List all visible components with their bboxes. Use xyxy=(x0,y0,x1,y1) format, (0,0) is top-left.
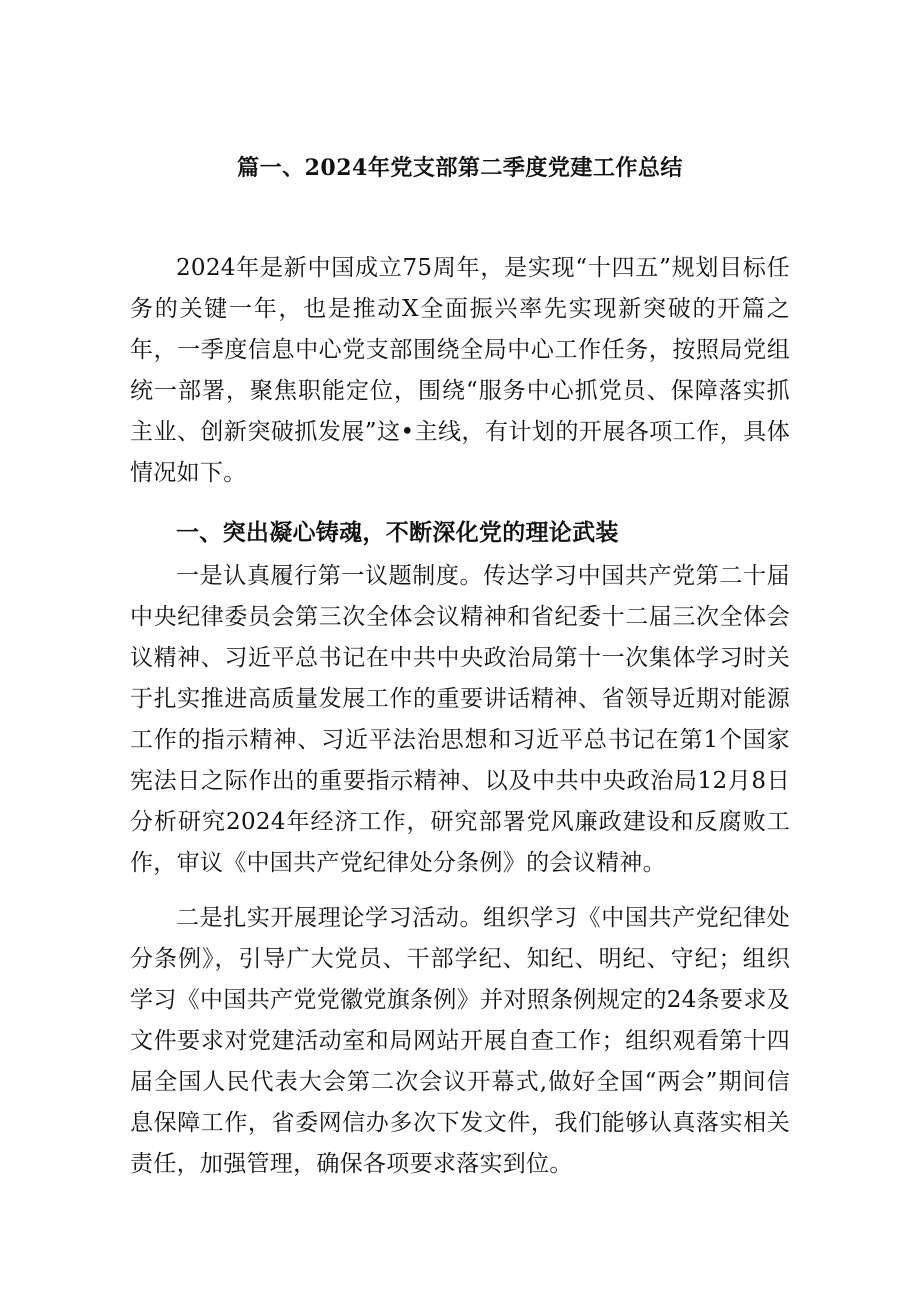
document-title: 篇一、2024年党支部第二季度党建工作总结 xyxy=(237,155,683,181)
paragraph-item-1: 一是认真履行第一议题制度。传达学习中国共产党第二十届中央纪律委员会第三次全体会议精神和省纪委十二届三次全体会议精神、习近平总书记在中共中央政治局第十一次集体学习时关于扎实推进高质量发展工作的重要讲话精神、省领导近期对能源工作的指示精神、习近平法治思想和习近平总书记在第1个国家宪法日之际作出的重要指示精神、以及中共中央政治局12月8日分析研究2024年经济工作，研究部署党风廉政建设和反腐败工作，审议《中国共产党纪律处分条例》的会议精神。 xyxy=(130,563,790,876)
section-heading: 一、突出凝心铸魂，不断深化党的理论武装 xyxy=(176,519,619,546)
intro-paragraph: 2024年是新中国成立75周年，是实现“十四五”规划目标任务的关键一年，也是推动X全面振兴率先实现新突破的开篇之年，一季度信息中心党支部围绕全局中心工作任务，按照局党组统一部署，聚焦职能定位，围绕“服务中心抓党员、保障落实抓主业、创新突破抓发展”这•主线，有计划的开展各项工作，具体情况如下。 xyxy=(130,255,790,486)
paragraph-item-2: 二是扎实开展理论学习活动。组织学习《中国共产党纪律处分条例》，引导广大党员、干部学纪、知纪、明纪、守纪；组织学习《中国共产党党徽党旗条例》并对照条例规定的24条要求及文件要求对党建活动室和局网站开展自查工作；组织观看第十四届全国人民代表大会第二次会议开幕式,做好全国“两会”期间信息保障工作，省委网信办多次下发文件，我们能够认真落实相关责任，加强管理，确保各项要求落实到位。 xyxy=(130,905,790,1177)
